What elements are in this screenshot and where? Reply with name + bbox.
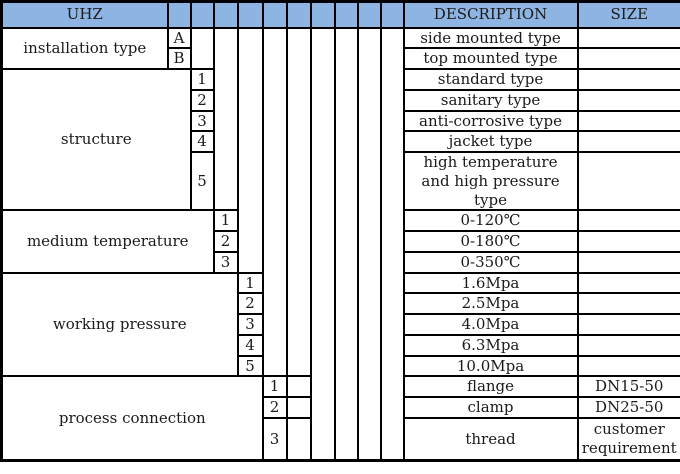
section-label-medium-temperature: medium temperature [2,210,214,272]
size-cell [578,314,680,335]
size-cell [578,152,680,210]
spacer-cell [287,376,311,397]
size-cell: DN15-50 [578,376,680,397]
spacer-cell [287,418,311,461]
size-cell [578,356,680,377]
size-cell [578,48,680,69]
code-cell: 1 [214,210,238,231]
code-cell: B [168,48,191,69]
description-cell: clamp [404,397,578,418]
empty-column [238,28,263,273]
empty-column [263,28,287,377]
model-code-header: UHZ [2,2,168,28]
description-cell: jacket type [404,131,578,152]
header-row [2,2,680,28]
header-code-column-7 [311,2,335,28]
size-cell [578,210,680,231]
code-cell: 1 [263,376,287,397]
empty-column [214,28,238,211]
header-code-column-9 [358,2,381,28]
description-header: DESCRIPTION [404,2,578,28]
code-cell: 4 [238,335,263,356]
description-cell: 4.0Mpa [404,314,578,335]
description-cell: anti-corrosive type [404,111,578,132]
header-code-column-8 [335,2,358,28]
code-cell: 2 [191,90,214,111]
header-code-column-2 [191,2,214,28]
description-cell: 10.0Mpa [404,356,578,377]
description-cell: flange [404,376,578,397]
size-cell: customer requirement [578,418,680,461]
description-cell: 0-350℃ [404,252,578,273]
section-label-working-pressure: working pressure [2,273,238,377]
description-cell: top mounted type [404,48,578,69]
code-cell: 3 [191,111,214,132]
size-cell [578,293,680,314]
code-cell: 1 [238,273,263,294]
description-cell: 0-120℃ [404,210,578,231]
header-code-column-3 [214,2,238,28]
code-cell: 5 [191,152,214,210]
description-cell: 2.5Mpa [404,293,578,314]
code-cell: 3 [263,418,287,461]
size-cell [578,111,680,132]
spacer-cell [287,397,311,418]
header-code-column-6 [287,2,311,28]
header-code-column-10 [381,2,404,28]
description-cell: sanitary type [404,90,578,111]
description-cell: side mounted type [404,28,578,49]
section-label-structure: structure [2,69,191,210]
size-cell [578,335,680,356]
empty-column [358,28,381,461]
code-cell: 4 [191,131,214,152]
code-cell: A [168,28,191,49]
header-code-column-1 [168,2,191,28]
header-code-column-4 [238,2,263,28]
description-cell: thread [404,418,578,461]
code-cell: 3 [238,314,263,335]
section-label-process-connection: process connection [2,376,263,461]
description-cell: high temperature and high pressure type [404,152,578,210]
description-cell: 1.6Mpa [404,273,578,294]
code-cell: 5 [238,356,263,377]
empty-column [191,28,214,70]
code-cell: 2 [263,397,287,418]
code-cell: 3 [214,252,238,273]
size-cell [578,252,680,273]
size-cell: DN25-50 [578,397,680,418]
size-header: SIZE [578,2,680,28]
description-cell: 6.3Mpa [404,335,578,356]
size-cell [578,231,680,252]
header-code-column-5 [263,2,287,28]
size-cell [578,273,680,294]
empty-column [381,28,404,461]
table-row [2,28,680,49]
description-cell: 0-180℃ [404,231,578,252]
empty-column [335,28,358,461]
section-label-installation-type: installation type [2,28,168,70]
empty-column [287,28,311,377]
code-cell: 2 [214,231,238,252]
description-cell: standard type [404,69,578,90]
code-cell: 2 [238,293,263,314]
size-cell [578,90,680,111]
size-cell [578,28,680,49]
size-cell [578,131,680,152]
size-cell [578,69,680,90]
code-cell: 1 [191,69,214,90]
empty-column [311,28,335,461]
